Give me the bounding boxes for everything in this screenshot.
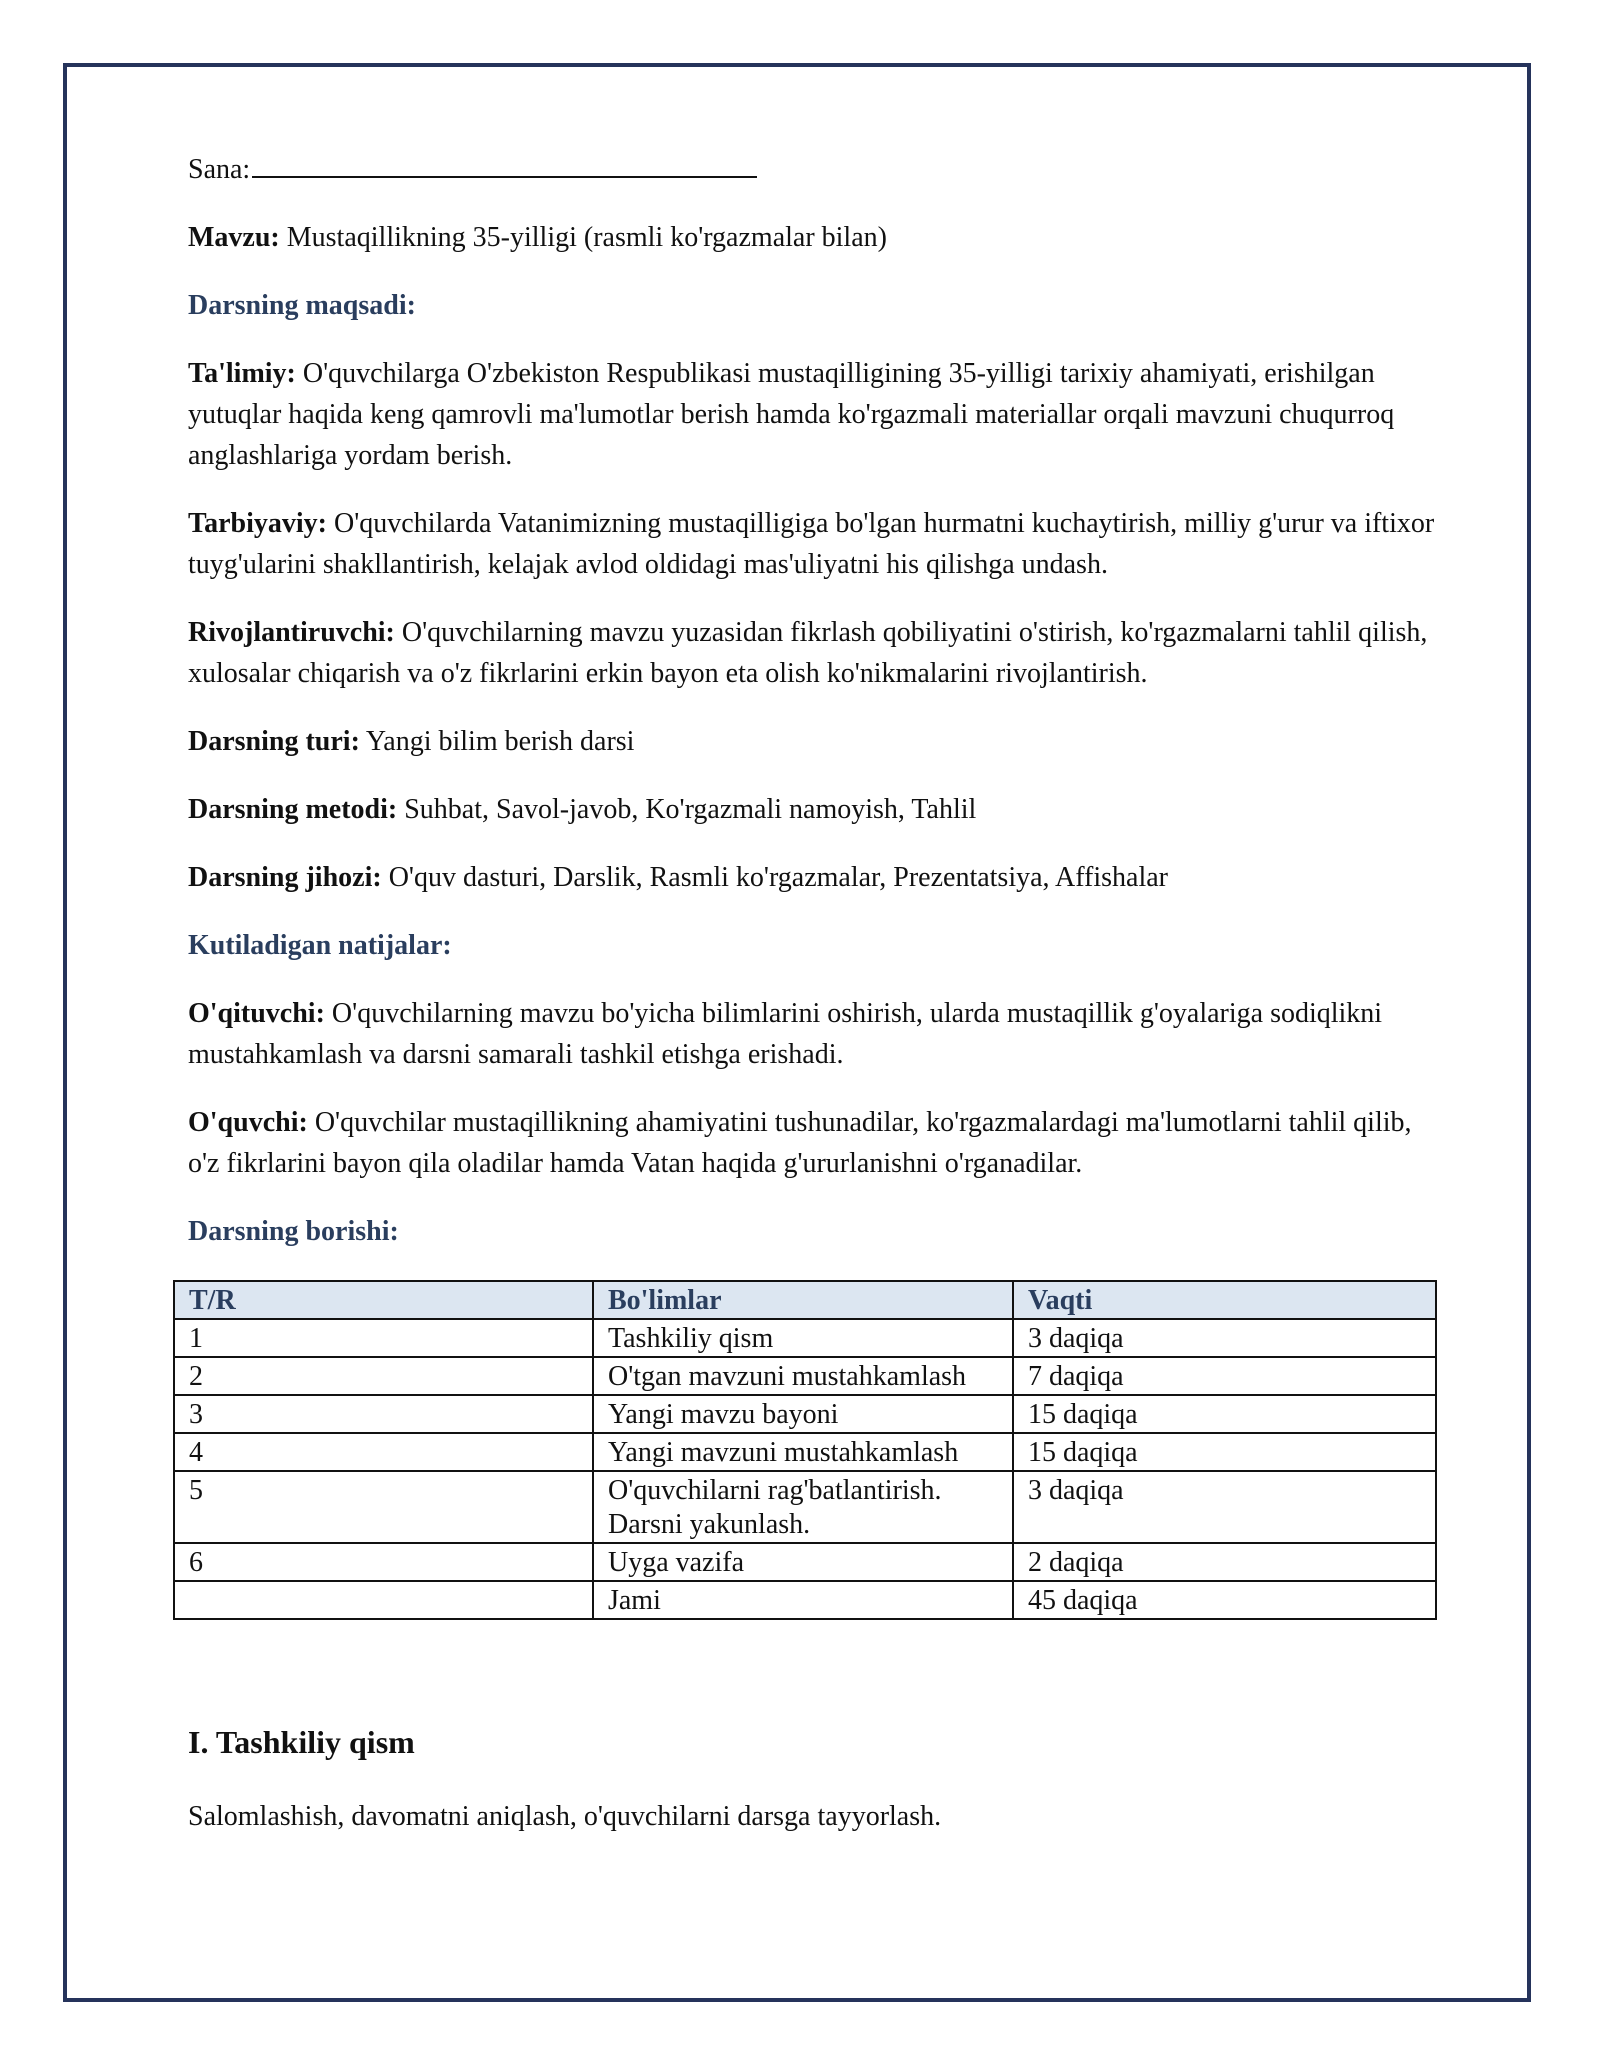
cell-bolim: O'quvchilarni rag'batlantirish. Darsni yakunlash. bbox=[593, 1471, 1013, 1543]
cell-tr: 4 bbox=[174, 1433, 593, 1471]
cell-vaqt: 7 daqiqa bbox=[1013, 1357, 1436, 1395]
cell-total-label: Jami bbox=[593, 1581, 1013, 1619]
date-blank bbox=[252, 146, 757, 178]
talimiy-text: O'quvchilarga O'zbekiston Respublikasi mustaqilligining 35-yilligi tarixiy ahamiyati, erishilgan yutuqlar haqida keng qamrovli ma'lumotlar berish hamda ko'rgazmali materiallar orqali mavzuni chuqurroq anglashlariga yordam berish. bbox=[188, 358, 1395, 471]
mavzu-paragraph bbox=[188, 217, 1438, 258]
turi-label: Darsning turi: bbox=[188, 726, 360, 757]
cell-total-empty bbox=[174, 1581, 593, 1619]
lesson-plan-table bbox=[173, 1280, 1437, 1620]
rivojlantiruvchi-paragraph bbox=[188, 612, 1438, 694]
tarbiyaviy-label: Tarbiyaviy: bbox=[188, 508, 327, 539]
metodi-text: Suhbat, Savol-javob, Ko'rgazmali namoyish, Tahlil bbox=[397, 794, 977, 825]
cell-bolim: Yangi mavzuni mustahkamlash bbox=[593, 1433, 1013, 1471]
cell-vaqt: 15 daqiqa bbox=[1013, 1433, 1436, 1471]
table-row bbox=[174, 1433, 1436, 1471]
cell-bolim: Yangi mavzu bayoni bbox=[593, 1395, 1013, 1433]
tarbiyaviy-paragraph bbox=[188, 503, 1438, 585]
jihozi-text: O'quv dasturi, Darslik, Rasmli ko'rgazmalar, Prezentatsiya, Affishalar bbox=[381, 862, 1168, 893]
cell-tr: 5 bbox=[174, 1471, 593, 1543]
table-row bbox=[174, 1395, 1436, 1433]
cell-bolim: Uyga vazifa bbox=[593, 1543, 1013, 1581]
table-row bbox=[174, 1319, 1436, 1357]
borishi-heading: Darsning borishi: bbox=[188, 1216, 399, 1247]
mavzu-label: Mavzu: bbox=[188, 222, 280, 253]
oqituvchi-text: O'quvchilarning mavzu bo'yicha bilimlarini oshirish, ularda mustaqillik g'oyalariga sodiqlikni mustahkamlash va darsni samarali tashkil etishga erishadi. bbox=[188, 998, 1383, 1070]
oqituvchi-paragraph bbox=[188, 993, 1438, 1075]
talimiy-paragraph bbox=[188, 353, 1438, 476]
cell-bolim: O'tgan mavzuni mustahkamlash bbox=[593, 1357, 1013, 1395]
jihozi-label: Darsning jihozi: bbox=[188, 862, 382, 893]
cell-tr: 2 bbox=[174, 1357, 593, 1395]
table-header-row bbox=[174, 1281, 1436, 1319]
cell-tr: 3 bbox=[174, 1395, 593, 1433]
header-bolimlar: Bo'limlar bbox=[593, 1281, 1013, 1319]
cell-vaqt: 3 daqiqa bbox=[1013, 1319, 1436, 1357]
header-vaqti: Vaqti bbox=[1013, 1281, 1436, 1319]
tarbiyaviy-text: O'quvchilarda Vatanimizning mustaqilligiga bo'lgan hurmatni kuchaytirish, milliy g'urur va iftixor tuyg'ularini shakllantirish, kelajak avlod oldidagi mas'uliyatni his qilishga undash. bbox=[188, 508, 1435, 580]
cell-total-value: 45 daqiqa bbox=[1013, 1581, 1436, 1619]
rivojlantiruvchi-label: Rivojlantiruvchi: bbox=[188, 617, 395, 648]
table-row bbox=[174, 1543, 1436, 1581]
oqituvchi-label: O'qituvchi: bbox=[188, 998, 325, 1029]
table-row bbox=[174, 1471, 1436, 1543]
cell-vaqt: 2 daqiqa bbox=[1013, 1543, 1436, 1581]
cell-tr: 1 bbox=[174, 1319, 593, 1357]
cell-vaqt: 15 daqiqa bbox=[1013, 1395, 1436, 1433]
oquvchi-label: O'quvchi: bbox=[188, 1107, 308, 1138]
cell-bolim: Tashkiliy qism bbox=[593, 1319, 1013, 1357]
maqsad-heading: Darsning maqsadi: bbox=[188, 290, 416, 321]
turi-paragraph bbox=[188, 721, 1438, 762]
cell-vaqt: 3 daqiqa bbox=[1013, 1471, 1436, 1543]
section-title: I. Tashkiliy qism bbox=[188, 1724, 415, 1760]
table-total-row bbox=[174, 1581, 1436, 1619]
jihozi-paragraph bbox=[188, 857, 1438, 898]
sana-line: Sana: bbox=[188, 146, 1438, 190]
header-tr: T/R bbox=[174, 1281, 593, 1319]
oquvchi-paragraph bbox=[188, 1102, 1438, 1184]
table-row bbox=[174, 1357, 1436, 1395]
talimiy-label: Ta'limiy: bbox=[188, 358, 296, 389]
rivojlantiruvchi-text: O'quvchilarning mavzu yuzasidan fikrlash qobiliyatini o'stirish, ko'rgazmalarni tahlil qilish, xulosalar chiqarish va o'z fikrlarini erkin bayon eta olish ko'nikmalarini rivojlantirish. bbox=[188, 617, 1428, 689]
oquvchi-text: O'quvchilar mustaqillikning ahamiyatini tushunadilar, ko'rgazmalardagi ma'lumotlarni tahlil qilib, o'z fikrlarini bayon qila oladilar hamda Vatan haqida g'ururlanishni o'rganadilar. bbox=[188, 1107, 1412, 1179]
mavzu-text: Mustaqillikning 35-yilligi (rasmli ko'rgazmalar bilan) bbox=[279, 222, 887, 253]
natijalar-heading: Kutiladigan natijalar: bbox=[188, 930, 452, 961]
document-body bbox=[188, 146, 1438, 1279]
metodi-label: Darsning metodi: bbox=[188, 794, 398, 825]
turi-text: Yangi bilim berish darsi bbox=[359, 726, 635, 757]
section-text: Salomlashish, davomatni aniqlash, o'quvchilarni darsga tayyorlash. bbox=[188, 1801, 942, 1832]
metodi-paragraph bbox=[188, 789, 1438, 830]
cell-tr: 6 bbox=[174, 1543, 593, 1581]
